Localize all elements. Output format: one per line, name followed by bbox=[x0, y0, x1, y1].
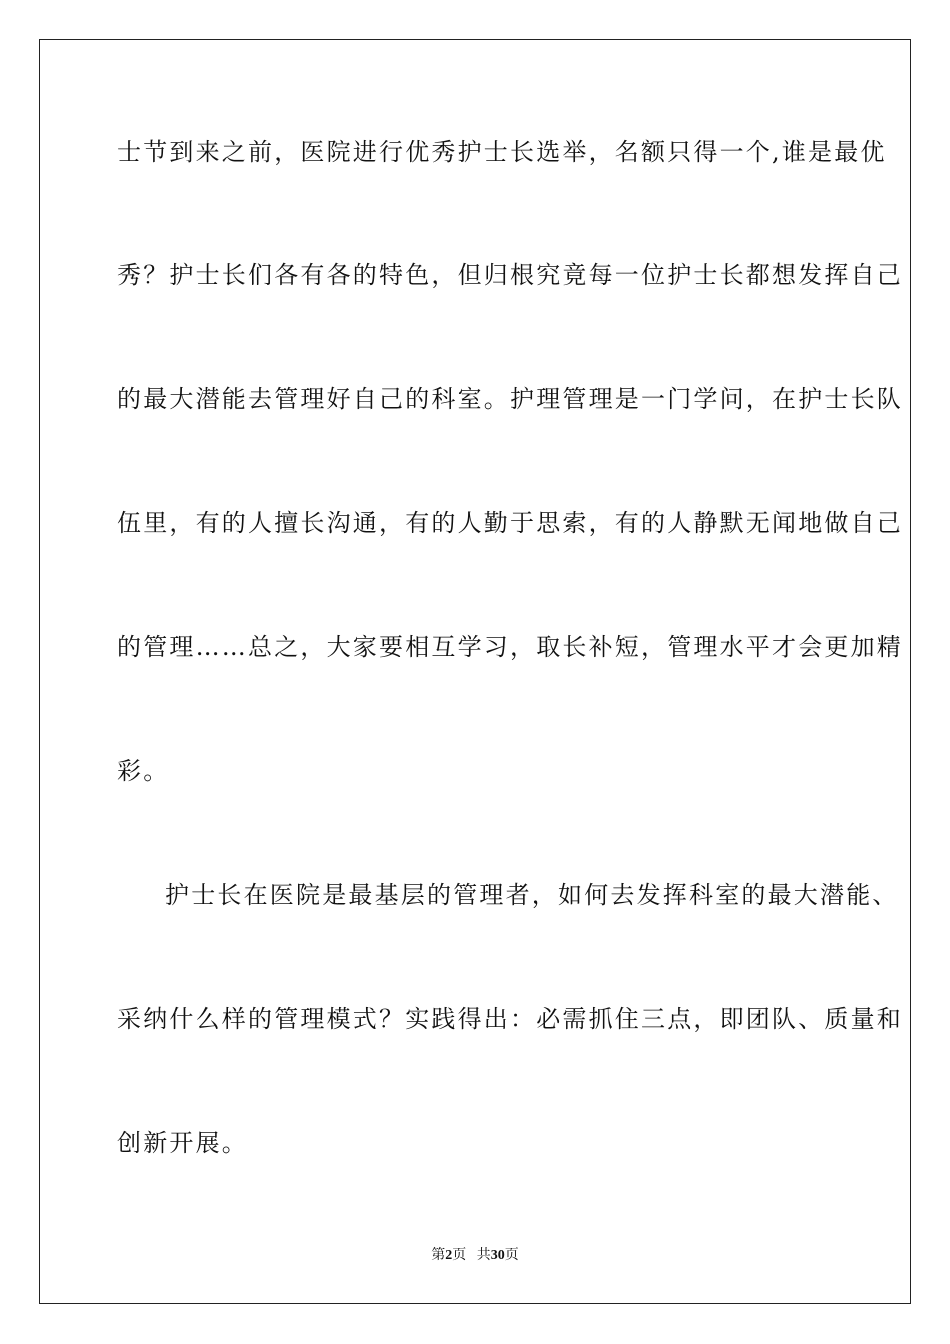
footer-total-suffix: 页 bbox=[504, 1248, 519, 1263]
paragraph-line-6: 彩。 bbox=[117, 757, 170, 785]
paragraph-line-9: 创新开展。 bbox=[117, 1129, 248, 1157]
paragraph-line-3: 的最大潜能去管理好自己的科室。护理管理是一门学问，在护士长队 bbox=[117, 385, 903, 413]
footer-page-prefix: 第 bbox=[431, 1248, 446, 1263]
footer-page-suffix: 页 bbox=[452, 1248, 467, 1263]
page-border bbox=[39, 39, 911, 1304]
paragraph-line-1: 士节到来之前，医院进行优秀护士长选举，名额只得一个,谁是最优 bbox=[117, 138, 887, 166]
footer-total-pages: 30 bbox=[490, 1248, 505, 1263]
page-footer bbox=[0, 1247, 950, 1265]
paragraph-line-2: 秀？护士长们各有各的特色，但归根究竟每一位护士长都想发挥自己 bbox=[117, 261, 903, 289]
paragraph-line-4: 伍里，有的人擅长沟通，有的人勤于思索，有的人静默无闻地做自己 bbox=[117, 509, 903, 537]
footer-page-number: 2 bbox=[445, 1248, 453, 1263]
paragraph-line-7: 护士长在医院是最基层的管理者，如何去发挥科室的最大潜能、 bbox=[165, 881, 899, 909]
paragraph-line-5: 的管理……总之，大家要相互学习，取长补短，管理水平才会更加精 bbox=[117, 633, 903, 661]
paragraph-line-8: 采纳什么样的管理模式？实践得出：必需抓住三点，即团队、质量和 bbox=[117, 1005, 903, 1033]
footer-total-prefix: 共 bbox=[476, 1248, 491, 1263]
